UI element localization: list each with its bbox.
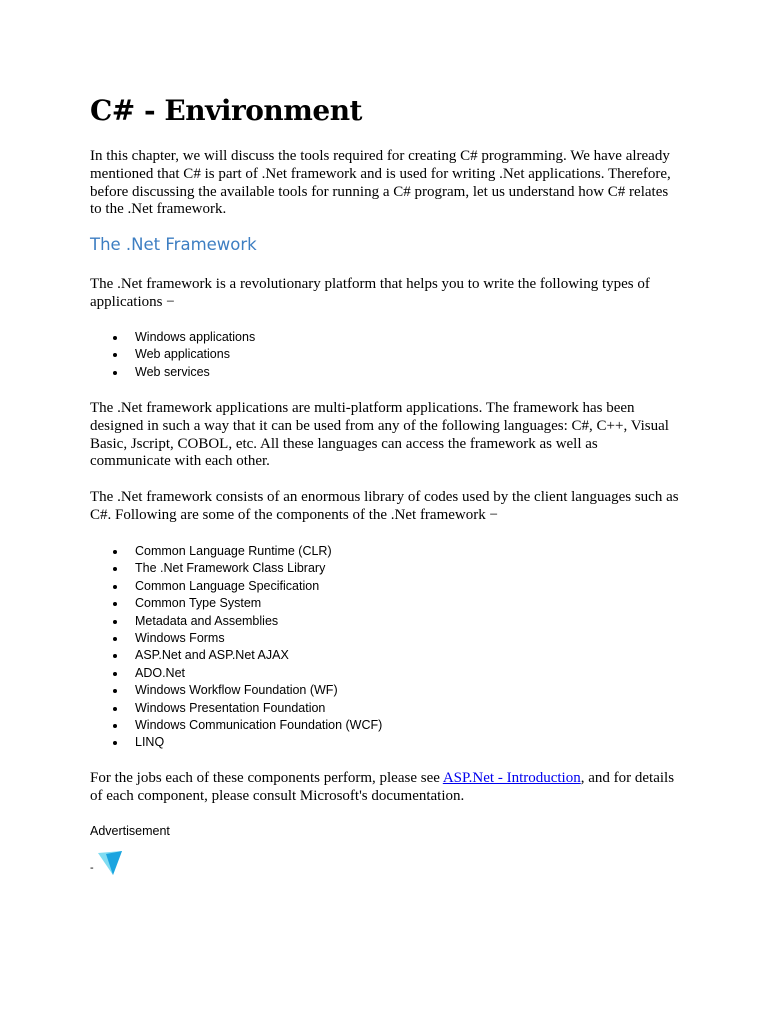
section-heading: The .Net Framework [90,235,257,254]
components-list [90,543,382,752]
list-item: ADO.Net [90,665,382,682]
list-item: Windows applications [90,329,255,346]
list-item: ASP.Net and ASP.Net AJAX [90,647,382,664]
page-title: C# - Environment [90,94,362,127]
list-item: Windows Workflow Foundation (WF) [90,682,382,699]
multi-platform-paragraph: The .Net framework applications are multi-platform applications. The framework has been designed in such a way that it can be used from any of the following languages: C#, C++, Visual Basic, Jscript, COBOL, etc. All these languages can access the framework as well as communicate with each other. [90,400,669,470]
advertisement-label: Advertisement [90,824,170,838]
list-item: LINQ [90,734,382,751]
list-item: Windows Communication Foundation (WCF) [90,717,382,734]
intro-paragraph: In this chapter, we will discuss the tools required for creating C# programming. We have already mentioned that C# is part of .Net framework and is used for writing .Net applications. Therefore, before discussing the available tools for running a C# program, let us understand how C# relates to the .Net framework. [90,148,671,218]
asp-net-introduction-link[interactable]: ASP.Net - Introduction [442,770,581,786]
closing-text-after: , and for details of each component, please consult Microsoft's documentation. [90,770,675,804]
application-types-list [90,329,255,381]
list-item: Windows Forms [90,630,382,647]
closing-paragraph [90,770,680,806]
closing-text-before: For the jobs each of these components perform, please see [90,770,443,786]
list-item: Web applications [90,346,255,363]
list-item: Metadata and Assemblies [90,613,382,630]
list-item: Common Language Specification [90,578,382,595]
list-item: Web services [90,364,255,381]
list-item: Common Type System [90,595,382,612]
ad-logo-icon[interactable] [96,849,124,877]
list-item: The .Net Framework Class Library [90,560,382,577]
list-item: Windows Presentation Foundation [90,700,382,717]
ad-dash: - [90,862,94,874]
framework-intro-paragraph: The .Net framework is a revolutionary platform that helps you to write the following types of applications − [90,276,650,310]
list-item: Common Language Runtime (CLR) [90,543,382,560]
components-intro-paragraph: The .Net framework consists of an enormous library of codes used by the client languages such as C#. Following are some of the components of the .Net framework − [90,489,679,523]
